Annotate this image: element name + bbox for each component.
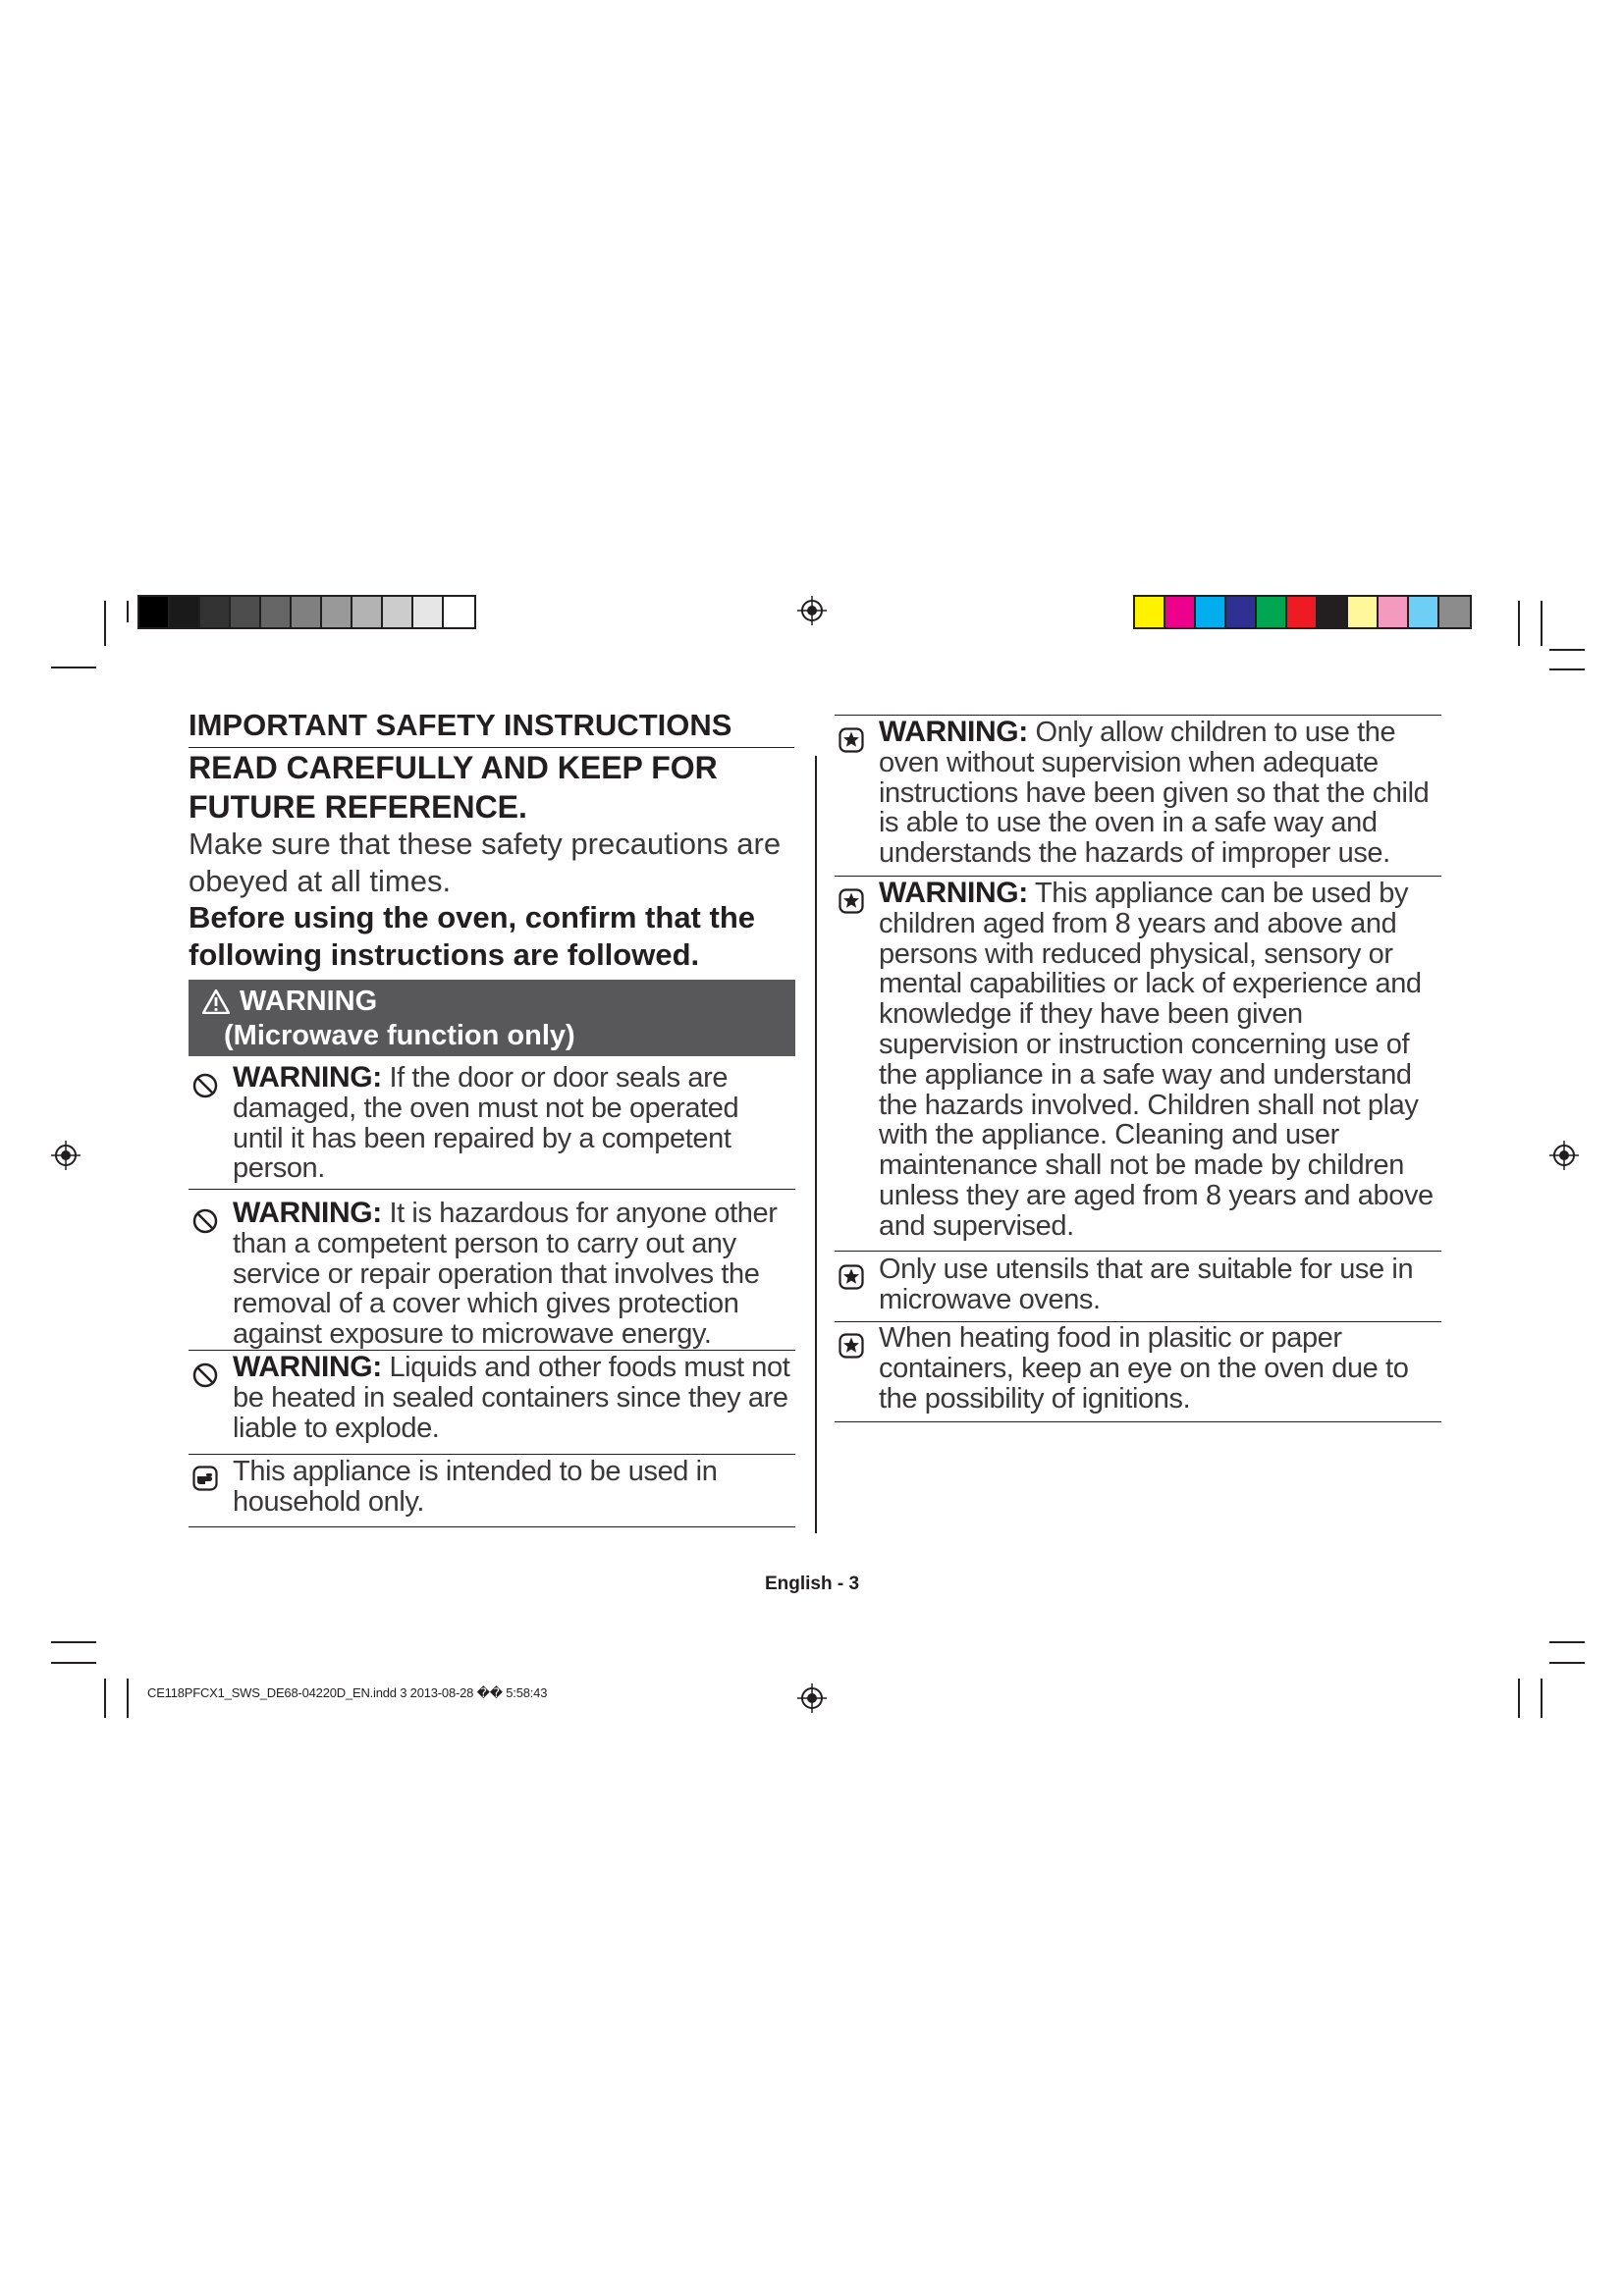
list-item — [835, 1322, 1441, 1422]
star-icon — [839, 727, 864, 753]
list-item — [189, 1190, 795, 1351]
warning-banner-title: WARNING — [240, 986, 378, 1017]
list-item — [189, 1351, 795, 1455]
left-instruction-list — [189, 1062, 795, 1527]
calibration-swatch — [139, 597, 170, 627]
calibration-swatch — [413, 597, 444, 627]
instruction-text: Only allow children to use the oven without supervision when adequate instructions have been given so that the child is able to use the oven in a safe way and understands the hazards of improper use. — [879, 717, 1430, 870]
no-symbol-icon — [192, 1362, 218, 1388]
calibration-swatch — [261, 597, 292, 627]
calibration-swatch — [383, 597, 413, 627]
calibration-swatch — [231, 597, 261, 627]
warning-label: WARNING: — [879, 716, 1028, 748]
instruction-text: This appliance can be used by children aged from 8 years and above and persons with reduced physical, sensory or mental capabilities or lack of experience and knowledge if they have been given supervision or instruction concerning use of the appliance in a safe way and understand the hazards involved. Children shall not play with the appliance. Cleaning and user maintenance shall not be made by children unless they are aged from 8 years and above and supervised. — [879, 878, 1434, 1242]
instruction-text: It is hazardous for anyone other than a competent person to carry out any service or repair operation that involves the removal of a cover which gives protection against exposure to microwave energy. — [233, 1198, 778, 1351]
star-icon — [839, 888, 864, 914]
registration-mark-icon — [797, 1683, 827, 1713]
star-icon — [839, 1333, 864, 1359]
registration-mark-icon — [51, 1141, 81, 1170]
print-slug: CE118PFCX1_SWS_DE68-04220D_EN.indd 3 2013-08-28 �� 5:58:43 — [147, 1685, 548, 1700]
calibration-swatch — [1135, 597, 1165, 627]
calibration-swatch — [444, 597, 474, 627]
warning-banner — [189, 980, 795, 1056]
registration-mark-icon — [1549, 1141, 1579, 1170]
list-item — [189, 1062, 795, 1190]
section-title: IMPORTANT SAFETY INSTRUCTIONS — [189, 707, 794, 748]
calibration-swatch — [170, 597, 200, 627]
calibration-swatch — [1226, 597, 1257, 627]
calibration-swatch — [1165, 597, 1196, 627]
calibration-swatch — [1409, 597, 1439, 627]
calibration-swatch — [352, 597, 383, 627]
instruction-text: When heating food in plasitic or paper containers, keep an eye on the oven due to the possibility of ignitions. — [879, 1322, 1409, 1415]
registration-mark-icon — [797, 596, 827, 625]
calibration-swatch — [1348, 597, 1379, 627]
warning-label: WARNING: — [879, 877, 1028, 909]
color-calibration-bar — [1133, 595, 1472, 629]
warning-label: WARNING: — [233, 1061, 382, 1094]
gray-calibration-bar — [137, 595, 476, 629]
confirm-text: Before using the oven, confirm that the following instructions are followed. — [189, 900, 755, 972]
page-number: English - 3 — [764, 1574, 860, 1594]
instruction-text: Liquids and other foods must not be heated in sealed containers since they are liable to explode. — [233, 1352, 790, 1444]
page-heading: READ CAREFULLY AND KEEP FOR FUTURE REFERENCE. — [189, 750, 718, 825]
column-divider — [815, 756, 817, 1533]
no-symbol-icon — [192, 1073, 218, 1098]
instruction-text: This appliance is intended to be used in household only. — [233, 1456, 718, 1518]
list-item — [189, 1455, 795, 1527]
no-symbol-icon — [192, 1208, 218, 1234]
warning-banner-subtitle: (Microwave function only) — [224, 1020, 575, 1051]
calibration-swatch — [1439, 597, 1470, 627]
list-item — [835, 877, 1441, 1252]
instruction-text: Only use utensils that are suitable for use in microwave ovens. — [879, 1254, 1414, 1315]
list-item — [835, 1252, 1441, 1322]
warning-label: WARNING: — [233, 1351, 382, 1383]
pointing-hand-icon — [192, 1466, 218, 1491]
calibration-swatch — [1287, 597, 1318, 627]
list-item — [835, 716, 1441, 877]
instruction-text: If the door or door seals are damaged, the oven must not be operated until it has been repaired by a competent person. — [233, 1062, 739, 1185]
warning-triangle-icon — [202, 989, 230, 1014]
calibration-swatch — [1379, 597, 1409, 627]
warning-label: WARNING: — [233, 1197, 382, 1229]
right-instruction-list — [835, 715, 1441, 1422]
calibration-swatch — [1257, 597, 1287, 627]
calibration-swatch — [322, 597, 352, 627]
calibration-swatch — [292, 597, 322, 627]
calibration-swatch — [1196, 597, 1226, 627]
star-icon — [839, 1264, 864, 1290]
calibration-swatch — [1318, 597, 1348, 627]
calibration-swatch — [200, 597, 231, 627]
intro-text: Make sure that these safety precautions are obeyed at all times. — [189, 827, 782, 898]
